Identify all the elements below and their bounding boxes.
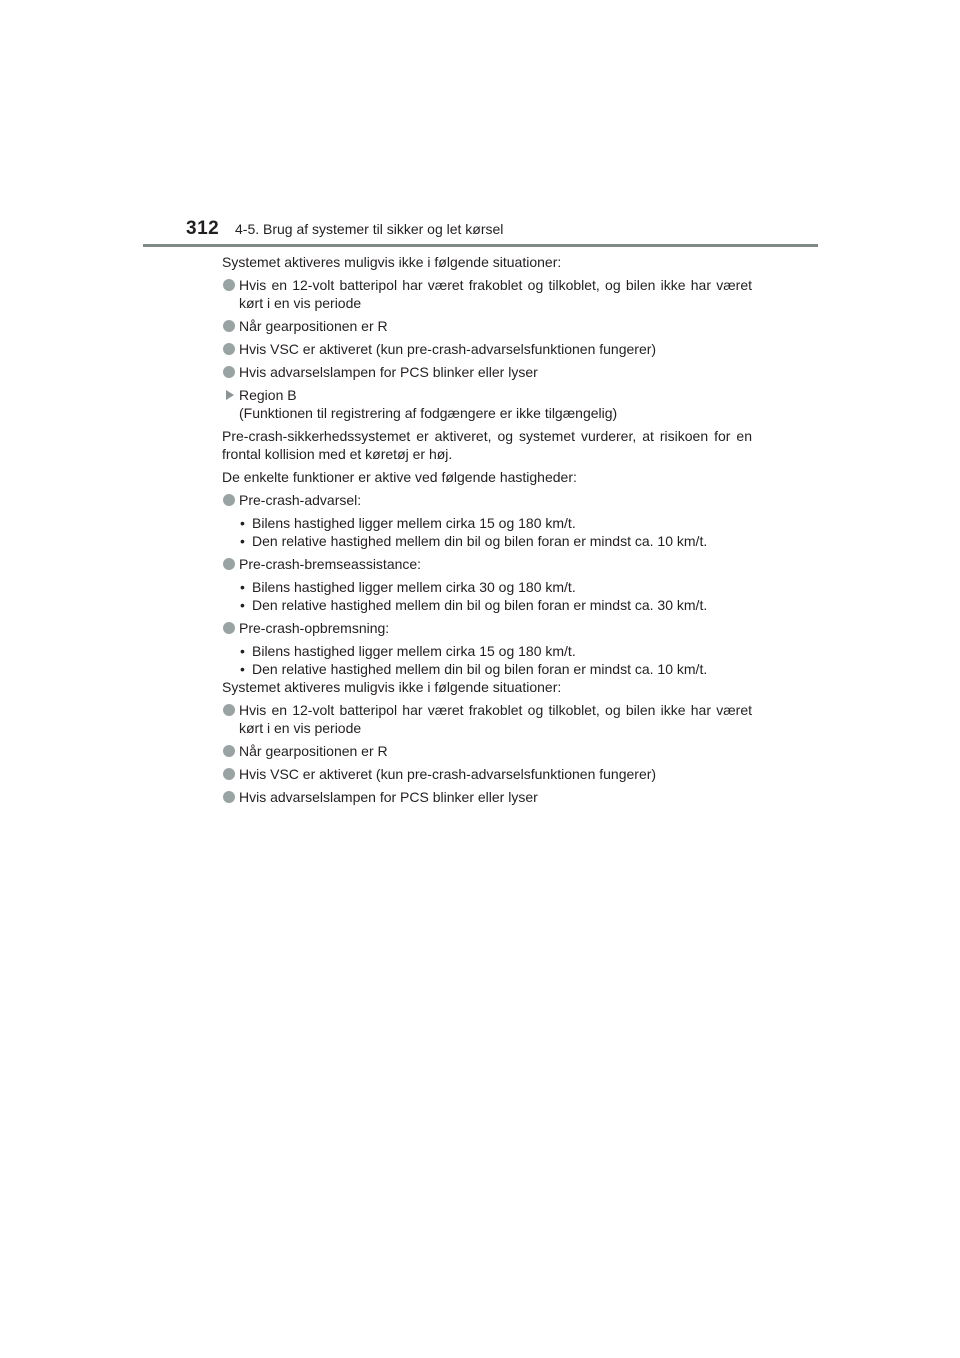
intro-text: Systemet aktiveres muligvis ikke i følgende situationer: [222, 679, 562, 695]
list-item-text: Hvis en 12-volt batteripol har været frakoblet og tilkoblet, og bilen ikke har været kørt i en vis periode [239, 277, 752, 311]
bullet-dot-icon [223, 494, 235, 506]
condition-item [239, 578, 752, 596]
function-conditions [222, 642, 752, 678]
bullet-dot-icon [223, 558, 235, 570]
region-b-note: (Funktionen til registrering af fodgængere er ikke tilgængelig) [239, 405, 618, 421]
speeds-intro: De enkelte funktioner er aktive ved følgende hastigheder: [222, 469, 577, 485]
condition-bullet: • [240, 515, 245, 531]
function-name: Pre-crash-bremseassistance: [239, 556, 422, 572]
condition-text: Den relative hastighed mellem din bil og bilen foran er mindst ca. 10 km/t. [252, 533, 708, 549]
condition-bullet: • [240, 643, 245, 659]
list-item-text: Hvis advarselslampen for PCS blinker eller lyser [239, 789, 538, 805]
page-number: 312 [186, 218, 220, 239]
section-title: 4-5. Brug af systemer til sikker og let kørsel [235, 221, 504, 237]
list-item [222, 765, 752, 783]
condition-item [239, 514, 752, 532]
intro-text: Systemet aktiveres muligvis ikke i følgende situationer: [222, 254, 562, 270]
bullet-dot-icon [223, 791, 235, 803]
function-name: Pre-crash-advarsel: [239, 492, 362, 508]
bullet-dot-icon [223, 343, 235, 355]
list-item [222, 788, 752, 806]
list-item-text: Hvis advarselslampen for PCS blinker eller lyser [239, 364, 538, 380]
region-b-heading [222, 386, 752, 422]
function-item [222, 491, 752, 509]
condition-text: Bilens hastighed ligger mellem cirka 15 og 180 km/t. [252, 643, 576, 659]
bullet-dot-icon [223, 366, 235, 378]
function-name: Pre-crash-opbremsning: [239, 620, 390, 636]
function-conditions [222, 514, 752, 550]
list-item [222, 317, 752, 335]
list-item-text: Når gearpositionen er R [239, 318, 388, 334]
condition-bullet: • [240, 661, 245, 677]
condition-bullet: • [240, 533, 245, 549]
list-item [222, 742, 752, 760]
condition-text: Den relative hastighed mellem din bil og bilen foran er mindst ca. 10 km/t. [252, 661, 708, 677]
region-b-description: Pre-crash-sikkerhedssystemet er aktiveret, og systemet vurderer, at risikoen for en frontal kollision med et køretøj er høj. [222, 428, 752, 462]
function-item [222, 619, 752, 637]
list-item-text: Hvis VSC er aktiveret (kun pre-crash-advarselsfunktionen fungerer) [239, 341, 657, 357]
condition-item [239, 642, 752, 660]
list-item [222, 363, 752, 381]
list-item-text: Når gearpositionen er R [239, 743, 388, 759]
function-item [222, 555, 752, 573]
condition-item [239, 660, 752, 678]
function-conditions [222, 578, 752, 614]
condition-bullet: • [240, 579, 245, 595]
condition-bullet: • [240, 597, 245, 613]
condition-item [239, 596, 752, 614]
condition-item [239, 532, 752, 550]
header-rule [143, 244, 818, 247]
page-content [222, 253, 752, 811]
list-item [222, 276, 752, 312]
list-item [222, 701, 752, 737]
triangle-marker-icon [226, 390, 234, 400]
list-item-text: Hvis en 12-volt batteripol har været frakoblet og tilkoblet, og bilen ikke har været kørt i en vis periode [239, 702, 752, 736]
list-item-text: Hvis VSC er aktiveret (kun pre-crash-advarselsfunktionen fungerer) [239, 766, 657, 782]
condition-text: Bilens hastighed ligger mellem cirka 15 og 180 km/t. [252, 515, 576, 531]
bullet-dot-icon [223, 704, 235, 716]
condition-text: Den relative hastighed mellem din bil og bilen foran er mindst ca. 30 km/t. [252, 597, 708, 613]
bullet-dot-icon [223, 279, 235, 291]
bullet-dot-icon [223, 320, 235, 332]
bullet-dot-icon [223, 745, 235, 757]
bullet-dot-icon [223, 768, 235, 780]
bullet-dot-icon [223, 622, 235, 634]
list-item [222, 340, 752, 358]
condition-text: Bilens hastighed ligger mellem cirka 30 og 180 km/t. [252, 579, 576, 595]
region-b-title: Region B [239, 387, 297, 403]
